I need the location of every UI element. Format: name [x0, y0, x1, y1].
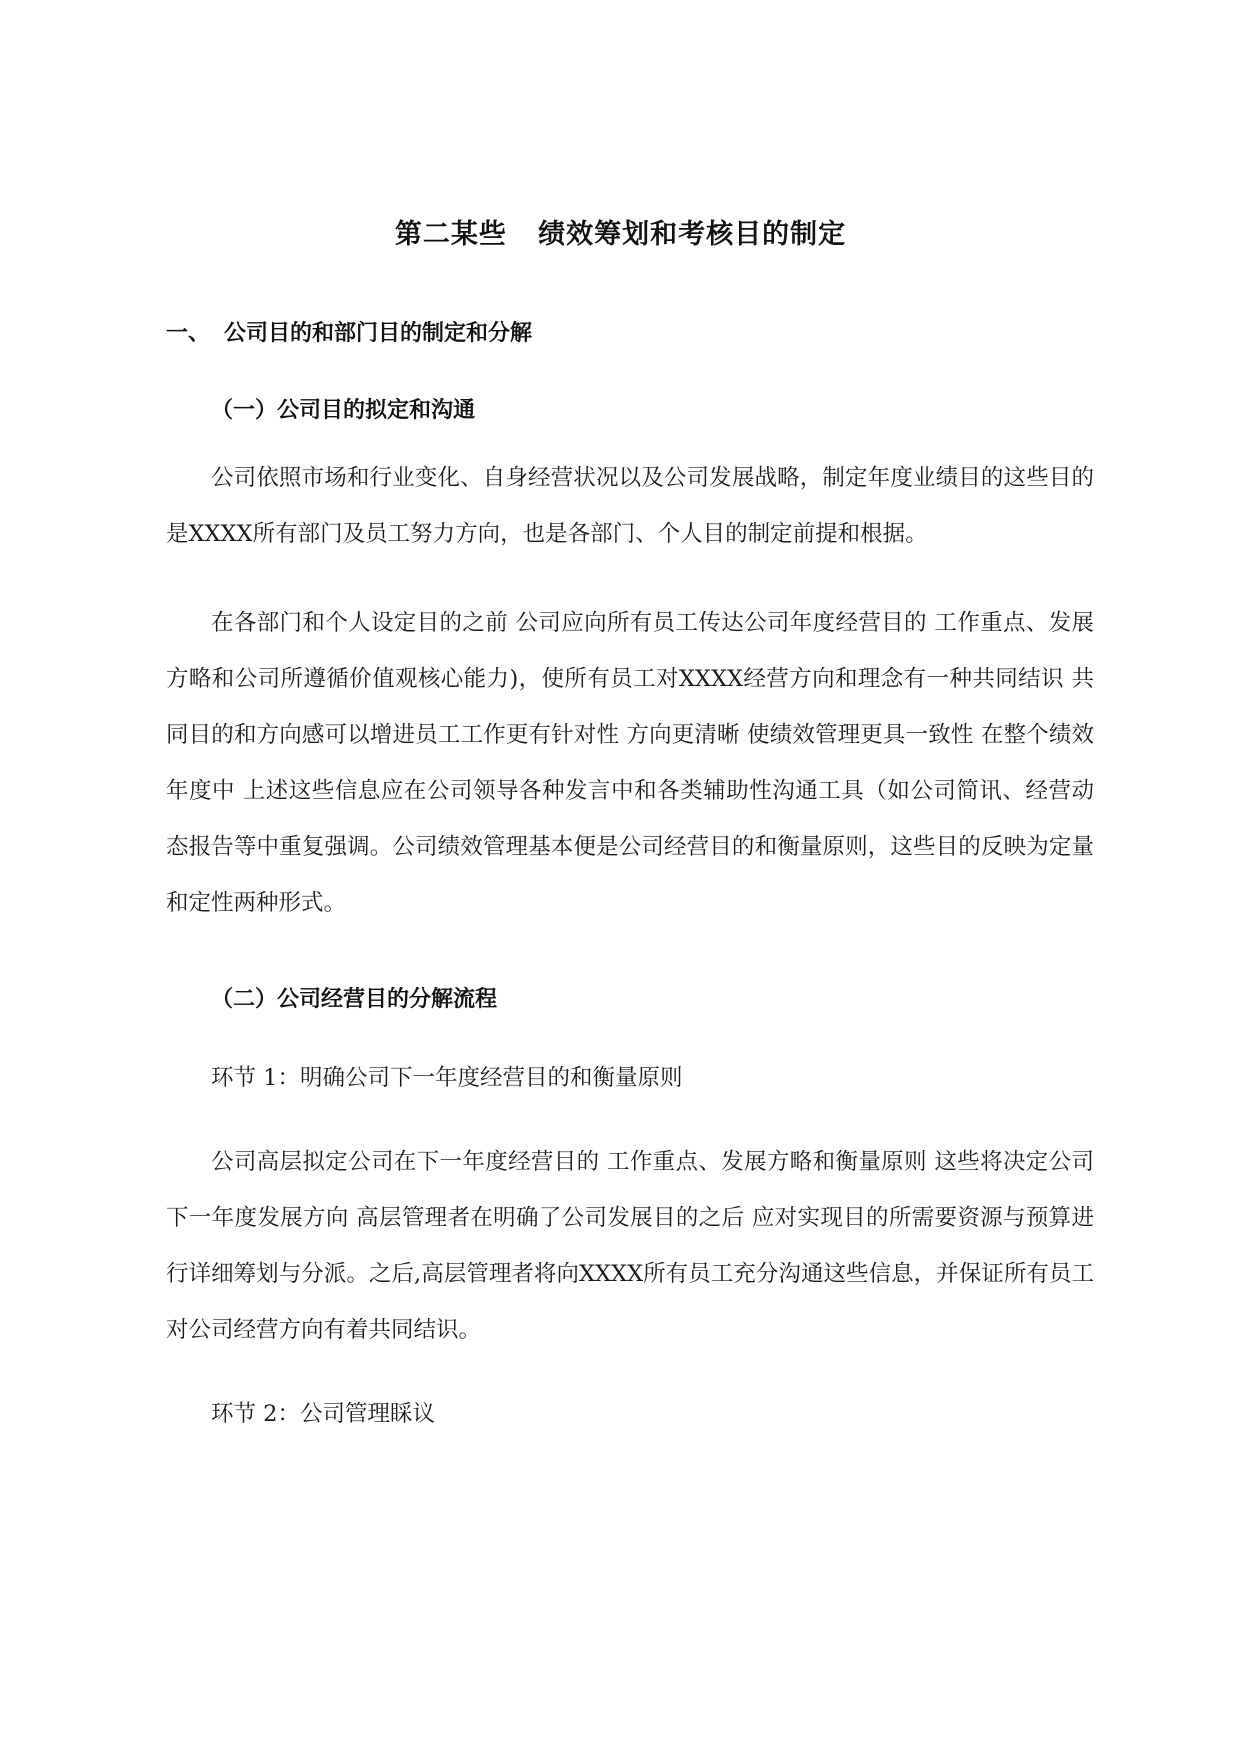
step-2-line: 环节 2：公司管理睬议: [211, 1401, 435, 1427]
section-number: 一、: [166, 321, 211, 346]
step-1-line: 环节 1：明确公司下一年度经营目的和衡量原则: [211, 1065, 683, 1091]
page-title: 第二某些 绩效筹划和考核目的制定: [394, 219, 847, 250]
section-heading-text: 公司目的和部门目的制定和分解: [224, 321, 533, 346]
subsection-heading-1: （一）公司目的拟定和沟通: [211, 398, 476, 423]
paragraph-1: 公司依照市场和行业变化、自身经营状况以及公司发展战略，制定年度业绩目的这些目的是XXXX所有部门及员工努力方向，也是各部门、个人目的制定前提和根据。: [166, 465, 1094, 547]
section-heading-1: [166, 316, 532, 347]
paragraph-2: 在各部门和个人设定目的之前 公司应向所有员工传达公司年度经营目的 工作重点、发展方略和公司所遵循价值观核心能力)，使所有员工对XXXX经营方向和理念有一种共同结识 共同目的和方向感可以增进员工工作更有针对性 方向更清晰 使绩效管理更具一致性 在整个绩效年度中 上述这些信息应在公司领导各种发言中和各类辅助性沟通工具（如公司简讯、经营动态报告等中重复强调。公司绩效管理基本便是公司经营目的和衡量原则，这些目的反映为定量和定性两种形式。: [166, 610, 1094, 916]
paragraph-3: 公司高层拟定公司在下一年度经营目的 工作重点、发展方略和衡量原则 这些将决定公司下一年度发展方向 高层管理者在明确了公司发展目的之后 应对实现目的所需要资源与预算进行详细筹划与分派。之后,高层管理者将向XXXX所有员工充分沟通这些信息，并保证所有员工对公司经营方向有着共同结识。: [166, 1149, 1094, 1343]
subsection-heading-2: （二）公司经营目的分解流程: [211, 987, 498, 1012]
